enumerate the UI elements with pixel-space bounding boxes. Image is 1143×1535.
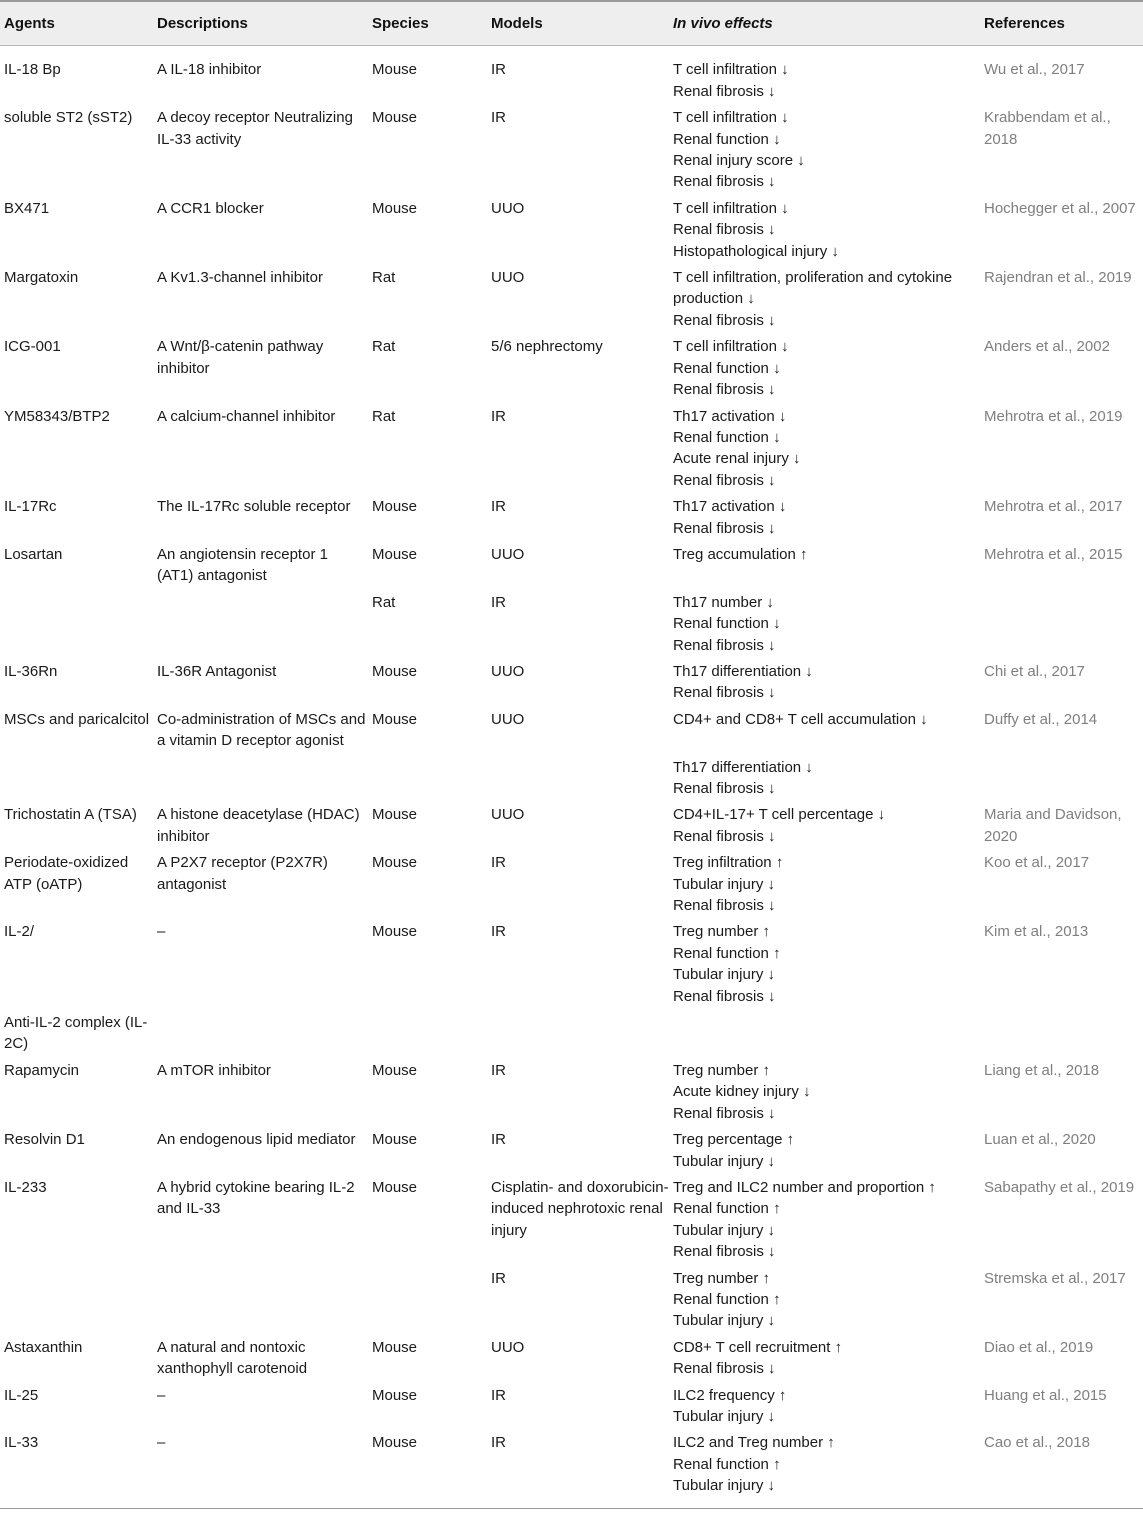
cell-effects bbox=[669, 104, 980, 195]
cell-species: Rat bbox=[372, 593, 396, 611]
effect-line: Tubular injury ↓ bbox=[673, 966, 775, 984]
effect-line: Renal fibrosis ↓ bbox=[673, 1104, 776, 1122]
effect-line: Renal injury score ↓ bbox=[673, 152, 805, 170]
cell-species: Mouse bbox=[372, 545, 418, 563]
cell-effects bbox=[669, 195, 980, 264]
cell-effects bbox=[669, 849, 980, 918]
cell-species: Mouse bbox=[372, 109, 418, 127]
cell-agent: IL-25 bbox=[4, 1386, 39, 1404]
header-in-vivo-effects bbox=[669, 1, 980, 46]
cell-species: Mouse bbox=[372, 1061, 418, 1079]
cell-agent: IL-17Rc bbox=[4, 498, 57, 516]
cell-model: IR bbox=[491, 1061, 506, 1079]
cell-effects bbox=[669, 754, 980, 802]
cell-reference: Krabbendam et al., 2018 bbox=[984, 109, 1111, 148]
cell-model: IR bbox=[491, 109, 506, 127]
table-row bbox=[0, 1382, 1143, 1430]
cell-species: Mouse bbox=[372, 1338, 418, 1356]
cell-species bbox=[368, 754, 487, 802]
header-references: References bbox=[980, 1, 1143, 46]
cell-species: Mouse bbox=[372, 662, 418, 680]
table-row bbox=[0, 1057, 1143, 1126]
cell-description: A histone deacetylase (HDAC) inhibitor bbox=[157, 806, 360, 845]
effect-line: Renal fibrosis ↓ bbox=[673, 1243, 776, 1261]
cell-agent: BX471 bbox=[4, 199, 50, 217]
effect-line: T cell infiltration ↓ bbox=[673, 199, 789, 217]
cell-model: IR bbox=[491, 61, 506, 79]
cell-model: UUO bbox=[491, 1338, 525, 1356]
table-row bbox=[0, 1334, 1143, 1382]
effect-line: Renal fibrosis ↓ bbox=[673, 636, 776, 654]
cell-reference: Hochegger et al., 2007 bbox=[984, 199, 1136, 217]
table-row bbox=[0, 493, 1143, 541]
cell-description: – bbox=[153, 1429, 368, 1508]
cell-agent: YM58343/BTP2 bbox=[4, 407, 110, 425]
cell-effects bbox=[669, 801, 980, 849]
cell-effects bbox=[669, 46, 980, 104]
cell-species: Mouse bbox=[372, 806, 418, 824]
cell-effects bbox=[669, 403, 980, 494]
table-row bbox=[0, 754, 1143, 802]
cell-reference: Maria and Davidson, 2020 bbox=[984, 806, 1122, 845]
cell-model: IR bbox=[491, 1269, 506, 1287]
cell-agent: Rapamycin bbox=[4, 1061, 80, 1079]
table-header bbox=[0, 1, 1143, 46]
header-species: Species bbox=[368, 1, 487, 46]
cell-model: UUO bbox=[491, 806, 525, 824]
cell-agent: Anti-IL-2 complex (IL-2C) bbox=[4, 1014, 148, 1053]
cell-model: IR bbox=[487, 1429, 669, 1508]
effect-line: CD4+IL-17+ T cell percentage ↓ bbox=[673, 806, 886, 824]
cell-agent: Periodate-oxidized ATP (oATP) bbox=[4, 854, 129, 893]
effect-line: Acute renal injury ↓ bbox=[673, 450, 801, 468]
cell-description bbox=[153, 1009, 368, 1057]
cell-agent: Trichostatin A (TSA) bbox=[4, 806, 137, 824]
effect-line: Renal fibrosis ↓ bbox=[673, 1360, 776, 1378]
effect-line: Renal function ↓ bbox=[673, 428, 781, 446]
cell-agent: IL-33 bbox=[0, 1429, 153, 1508]
header-agents: Agents bbox=[0, 1, 153, 46]
effect-line: Tubular injury ↓ bbox=[673, 1152, 775, 1170]
effect-line: Th17 differentiation ↓ bbox=[673, 758, 813, 776]
cell-agent bbox=[0, 589, 153, 658]
table-row bbox=[0, 333, 1143, 402]
cell-model: IR bbox=[491, 498, 506, 516]
cell-reference bbox=[980, 1009, 1143, 1057]
cell-description: Co-administration of MSCs and a vitamin D receptor agonist bbox=[157, 710, 366, 750]
cell-description: An endogenous lipid mediator bbox=[157, 1131, 356, 1149]
cell-species: Mouse bbox=[372, 1386, 418, 1404]
effect-line: CD4+ and CD8+ T cell accumulation ↓ bbox=[673, 710, 928, 728]
cell-effects bbox=[669, 264, 980, 333]
cell-reference bbox=[980, 754, 1143, 802]
header-models: Models bbox=[487, 1, 669, 46]
cell-species: Mouse bbox=[372, 498, 418, 516]
table-row bbox=[0, 1174, 1143, 1265]
cell-effects bbox=[669, 589, 980, 658]
cell-description: A mTOR inhibitor bbox=[157, 1061, 271, 1079]
cell-description: A natural and nontoxic xanthophyll carotenoid bbox=[157, 1338, 308, 1378]
cell-species: Mouse bbox=[372, 199, 418, 217]
cell-model: IR bbox=[491, 923, 506, 941]
cell-agent: IL-233 bbox=[4, 1178, 47, 1196]
cell-reference: Liang et al., 2018 bbox=[984, 1061, 1100, 1079]
header-descriptions: Descriptions bbox=[153, 1, 368, 46]
cell-model: IR bbox=[491, 407, 506, 425]
table-body bbox=[0, 46, 1143, 1508]
cell-description bbox=[153, 589, 368, 658]
effect-line: Treg infiltration ↑ bbox=[673, 854, 784, 872]
cell-agent: Margatoxin bbox=[4, 269, 79, 287]
table-row bbox=[0, 1126, 1143, 1174]
cell-model: UUO bbox=[491, 269, 525, 287]
cell-reference: Mehrotra et al., 2017 bbox=[984, 498, 1123, 516]
cell-effects bbox=[669, 493, 980, 541]
effect-line: Renal function ↑ bbox=[673, 1455, 781, 1473]
cell-description bbox=[153, 754, 368, 802]
table-row bbox=[0, 1265, 1143, 1334]
cell-reference: Stremska et al., 2017 bbox=[984, 1269, 1126, 1287]
cell-description: A Kv1.3-channel inhibitor bbox=[157, 269, 323, 287]
cell-description: – bbox=[157, 1386, 166, 1404]
cell-agent bbox=[0, 1265, 153, 1334]
cell-reference: Duffy et al., 2014 bbox=[984, 710, 1098, 728]
effect-line: Th17 activation ↓ bbox=[673, 407, 787, 425]
cell-description: A Wnt/β-catenin pathway inhibitor bbox=[157, 338, 324, 377]
cell-effects bbox=[669, 918, 980, 1009]
cell-agent: MSCs and paricalcitol bbox=[4, 710, 150, 728]
effect-line: Renal fibrosis ↓ bbox=[673, 82, 776, 100]
effect-line: Renal fibrosis ↓ bbox=[673, 381, 776, 399]
table-row bbox=[0, 104, 1143, 195]
cell-description: A hybrid cytokine bearing IL-2 and IL-33 bbox=[157, 1178, 355, 1218]
table-row bbox=[0, 849, 1143, 918]
cell-model: Cisplatin- and doxorubicin-induced nephrotoxic renal injury bbox=[491, 1178, 669, 1239]
cell-effects bbox=[669, 1009, 980, 1057]
cell-reference: Koo et al., 2017 bbox=[984, 854, 1090, 872]
cell-species: Mouse bbox=[372, 61, 418, 79]
table-row bbox=[0, 1429, 1143, 1508]
effect-line: T cell infiltration ↓ bbox=[673, 61, 789, 79]
effect-line: Renal function ↓ bbox=[673, 359, 781, 377]
effect-line: Tubular injury ↓ bbox=[673, 1221, 775, 1239]
effect-line: Treg percentage ↑ bbox=[673, 1131, 795, 1149]
effect-line: T cell infiltration ↓ bbox=[673, 109, 789, 127]
cell-species: Mouse bbox=[372, 1131, 418, 1149]
cell-model: IR bbox=[491, 593, 506, 611]
cell-reference: Luan et al., 2020 bbox=[984, 1131, 1096, 1149]
cell-model: UUO bbox=[491, 710, 525, 728]
cell-effects bbox=[669, 541, 980, 589]
cell-model: IR bbox=[491, 1131, 506, 1149]
effect-line: Tubular injury ↓ bbox=[673, 1312, 775, 1330]
effect-line: Treg accumulation ↑ bbox=[673, 545, 808, 563]
effect-line: Renal function ↓ bbox=[673, 615, 781, 633]
table-row bbox=[0, 1009, 1143, 1057]
effect-line: Renal function ↑ bbox=[673, 1290, 781, 1308]
cell-agent: Losartan bbox=[4, 545, 63, 563]
cell-reference: Wu et al., 2017 bbox=[984, 61, 1085, 79]
table-row bbox=[0, 918, 1143, 1009]
cell-description: A IL-18 inhibitor bbox=[157, 61, 262, 79]
effect-line: Tubular injury ↓ bbox=[673, 1477, 775, 1495]
effect-line: Renal function ↑ bbox=[673, 1200, 781, 1218]
cell-effects bbox=[669, 333, 980, 402]
effect-line: Renal fibrosis ↓ bbox=[673, 827, 776, 845]
table-row bbox=[0, 46, 1143, 104]
table-row bbox=[0, 801, 1143, 849]
cell-effects bbox=[669, 1429, 980, 1508]
effect-line: Th17 number ↓ bbox=[673, 593, 774, 611]
effect-line: Tubular injury ↓ bbox=[673, 875, 775, 893]
cell-reference bbox=[980, 589, 1143, 658]
cell-reference: Chi et al., 2017 bbox=[984, 662, 1085, 680]
cell-effects bbox=[669, 658, 980, 706]
cell-effects bbox=[669, 1174, 980, 1265]
effect-line: Renal fibrosis ↓ bbox=[673, 897, 776, 915]
cell-reference: Huang et al., 2015 bbox=[984, 1386, 1107, 1404]
cell-agent: soluble ST2 (sST2) bbox=[4, 109, 133, 127]
effect-line: Renal fibrosis ↓ bbox=[673, 987, 776, 1005]
cell-reference: Diao et al., 2019 bbox=[984, 1338, 1094, 1356]
effect-line: Renal fibrosis ↓ bbox=[673, 471, 776, 489]
table-row bbox=[0, 195, 1143, 264]
cell-description: A CCR1 blocker bbox=[157, 199, 264, 217]
effect-line: Tubular injury ↓ bbox=[673, 1407, 775, 1425]
effect-line: Treg number ↑ bbox=[673, 1061, 770, 1079]
effect-line: Renal fibrosis ↓ bbox=[673, 221, 776, 239]
cell-agent: Astaxanthin bbox=[4, 1338, 83, 1356]
cell-reference: Anders et al., 2002 bbox=[984, 338, 1110, 356]
cell-model bbox=[487, 754, 669, 802]
effect-line: Th17 differentiation ↓ bbox=[673, 662, 813, 680]
effect-line: Renal function ↓ bbox=[673, 130, 781, 148]
header-row bbox=[0, 1, 1143, 46]
effect-line: Renal fibrosis ↓ bbox=[673, 311, 776, 329]
effect-line: Treg and ILC2 number and proportion ↑ bbox=[673, 1178, 936, 1196]
cell-effects bbox=[669, 1057, 980, 1126]
cell-species: Mouse bbox=[368, 1429, 487, 1508]
cell-model: UUO bbox=[491, 199, 525, 217]
cell-model: IR bbox=[491, 854, 506, 872]
cell-species: Rat bbox=[372, 338, 396, 356]
cell-species: Mouse bbox=[372, 710, 418, 728]
effect-line: T cell infiltration ↓ bbox=[673, 338, 789, 356]
cell-species: Rat bbox=[372, 407, 396, 425]
cell-reference: Sabapathy et al., 2019 bbox=[984, 1178, 1135, 1196]
cell-description: The IL-17Rc soluble receptor bbox=[157, 498, 351, 516]
header-in-vivo-italic: In vivo effects bbox=[673, 15, 773, 32]
effect-line: Histopathological injury ↓ bbox=[673, 242, 839, 260]
cell-agent: IL-2/ bbox=[4, 923, 35, 941]
table-row bbox=[0, 264, 1143, 333]
cell-species: Rat bbox=[372, 269, 396, 287]
cell-effects bbox=[669, 1334, 980, 1382]
cell-agent: Resolvin D1 bbox=[4, 1131, 85, 1149]
table-row bbox=[0, 403, 1143, 494]
cell-model: IR bbox=[491, 1386, 506, 1404]
cell-model: UUO bbox=[491, 545, 525, 563]
cell-reference: Kim et al., 2013 bbox=[984, 923, 1089, 941]
cell-model bbox=[487, 1009, 669, 1057]
cell-effects bbox=[669, 706, 980, 754]
effect-line: ILC2 and Treg number ↑ bbox=[673, 1434, 835, 1452]
cell-description: – bbox=[157, 923, 166, 941]
cell-species: Mouse bbox=[372, 1178, 418, 1196]
cell-description: A calcium-channel inhibitor bbox=[157, 407, 336, 425]
cell-effects bbox=[669, 1382, 980, 1430]
cell-reference: Mehrotra et al., 2015 bbox=[984, 545, 1123, 563]
cell-species: Mouse bbox=[372, 854, 418, 872]
effect-line: Treg number ↑ bbox=[673, 1269, 770, 1287]
effect-line: Th17 activation ↓ bbox=[673, 498, 787, 516]
cell-effects bbox=[669, 1126, 980, 1174]
cell-reference: Cao et al., 2018 bbox=[980, 1429, 1143, 1508]
effect-line: Renal fibrosis ↓ bbox=[673, 780, 776, 797]
effect-line: CD8+ T cell recruitment ↑ bbox=[673, 1338, 843, 1356]
cell-species bbox=[368, 1009, 487, 1057]
cell-agent: IL-18 Bp bbox=[4, 61, 61, 79]
cell-reference: Rajendran et al., 2019 bbox=[984, 269, 1132, 287]
effect-line: Treg number ↑ bbox=[673, 923, 770, 941]
effect-line: T cell infiltration, proliferation and cytokine production ↓ bbox=[673, 269, 953, 308]
effect-line: Renal fibrosis ↓ bbox=[673, 173, 776, 191]
cell-description: IL-36R Antagonist bbox=[157, 662, 277, 680]
cell-agent: ICG-001 bbox=[4, 338, 61, 356]
cell-model: UUO bbox=[491, 662, 525, 680]
table-row bbox=[0, 541, 1143, 589]
cell-description: An angiotensin receptor 1 (AT1) antagonist bbox=[157, 545, 328, 585]
table-row bbox=[0, 658, 1143, 706]
effect-line: Renal fibrosis ↓ bbox=[673, 684, 776, 702]
effect-line: Acute kidney injury ↓ bbox=[673, 1083, 811, 1101]
cell-agent bbox=[0, 754, 153, 802]
table-row bbox=[0, 706, 1143, 754]
cell-effects bbox=[669, 1265, 980, 1334]
cell-species bbox=[368, 1265, 487, 1334]
cell-species: Mouse bbox=[372, 923, 418, 941]
effect-line: ILC2 frequency ↑ bbox=[673, 1386, 787, 1404]
cell-description: A P2X7 receptor (P2X7R) antagonist bbox=[157, 854, 328, 893]
effect-line: Renal fibrosis ↓ bbox=[673, 519, 776, 537]
table-row bbox=[0, 589, 1143, 658]
cell-description: A decoy receptor Neutralizing IL-33 activity bbox=[157, 109, 353, 148]
cell-agent: IL-36Rn bbox=[4, 662, 58, 680]
cell-model: 5/6 nephrectomy bbox=[491, 338, 603, 356]
cell-reference: Mehrotra et al., 2019 bbox=[984, 407, 1123, 425]
cell-description bbox=[153, 1265, 368, 1334]
effect-line: Renal function ↑ bbox=[673, 944, 781, 962]
